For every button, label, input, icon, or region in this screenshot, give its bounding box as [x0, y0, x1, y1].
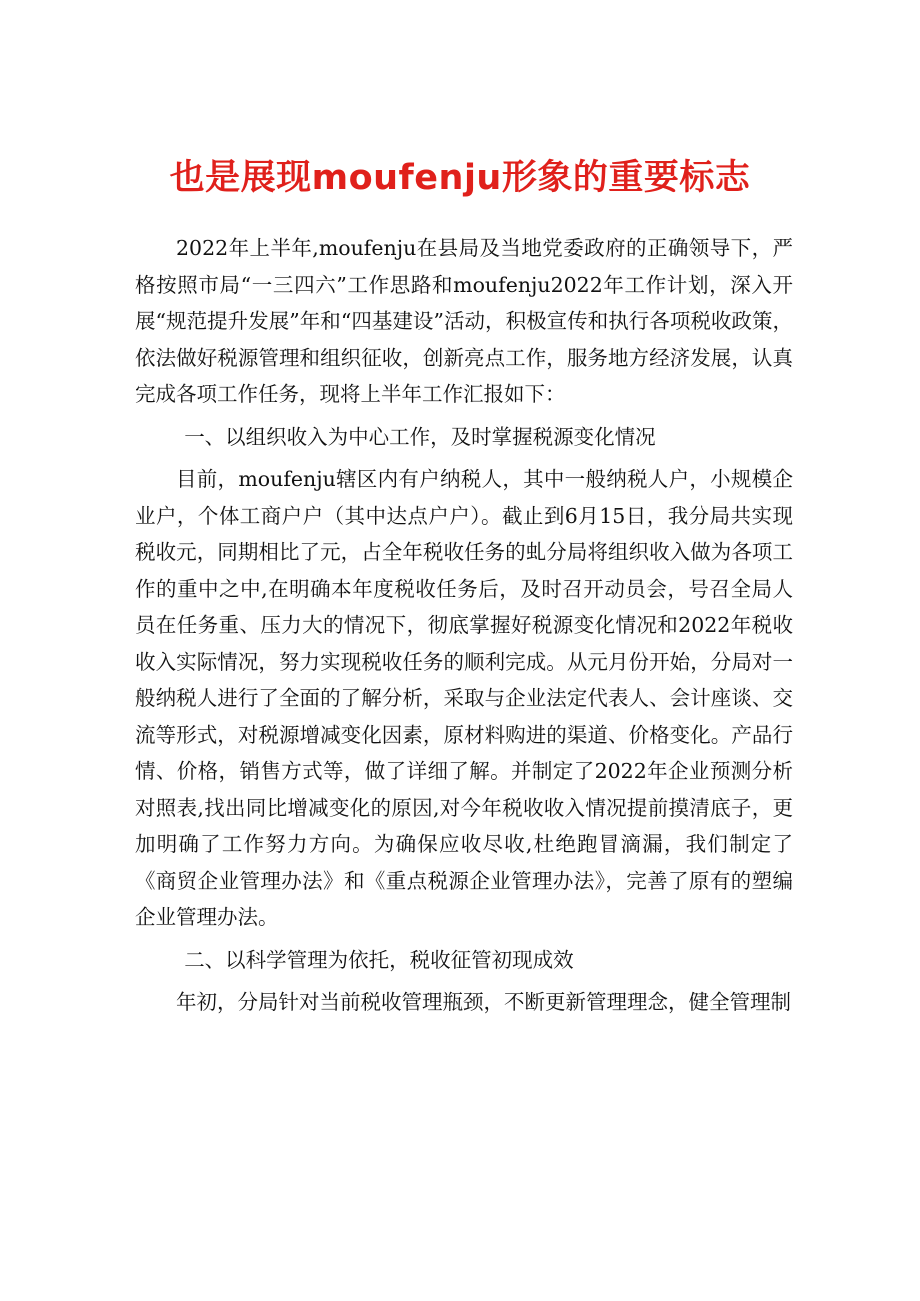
paragraph-intro: 2022年上半年,moufenju在县局及当地党委政府的正确领导下，严格按照市局“一三四六”工作思路和moufenju2022年工作计划，深入开展“规范提升发展”年和“四基建设”活动，积极宣传和执行各项税收政策，依法做好税源管理和组织征收，创新亮点工作，服务地方经济发展，认真完成各项工作任务，现将上半年工作汇报如下：	[135, 236, 793, 406]
document-title: 也是展现moufenju形象的重要标志	[169, 158, 751, 199]
section-heading-1: 一、以组织收入为中心工作，及时掌握税源变化情况	[184, 424, 656, 449]
section-heading-2: 二、以科学管理为依托，税收征管初现成效	[184, 947, 574, 972]
paragraph-section-2: 年初，分局针对当前税收管理瓶颈，不断更新管理理念，健全管理制	[176, 990, 791, 1014]
paragraph-section-1: 目前，moufenju辖区内有户纳税人，其中一般纳税人户，小规模企业户，个体工商户户（其中达点户户）。截止到6月15日，我分局共实现税收元，同期相比了元，占全年税收任务的虬分局将组织收入做为各项工作的重中之中,在明确本年度税收任务后，及时召开动员会，号召全局人员在任务重、压力大的情况下，彻底掌握好税源变化情况和2022年税收收入实际情况，努力实现税收任务的顺利完成。从元月份开始，分局对一般纳税人进行了全面的了解分析，采取与企业法定代表人、会计座谈、交流等形式，对税源增减变化因素，原材料购进的渠道、价格变化。产品行情、价格，销售方式等，做了详细了解。并制定了2022年企业预测分析对照表,找出同比增减变化的原因,对今年税收收入情况提前摸清底子，更加明确了工作努力方向。为确保应收尽收,杜绝跑冒滴漏，我们制定了《商贸企业管理办法》和《重点税源企业管理办法》，完善了原有的塑编企业管理办法。	[135, 467, 793, 929]
document-body	[135, 230, 793, 1021]
